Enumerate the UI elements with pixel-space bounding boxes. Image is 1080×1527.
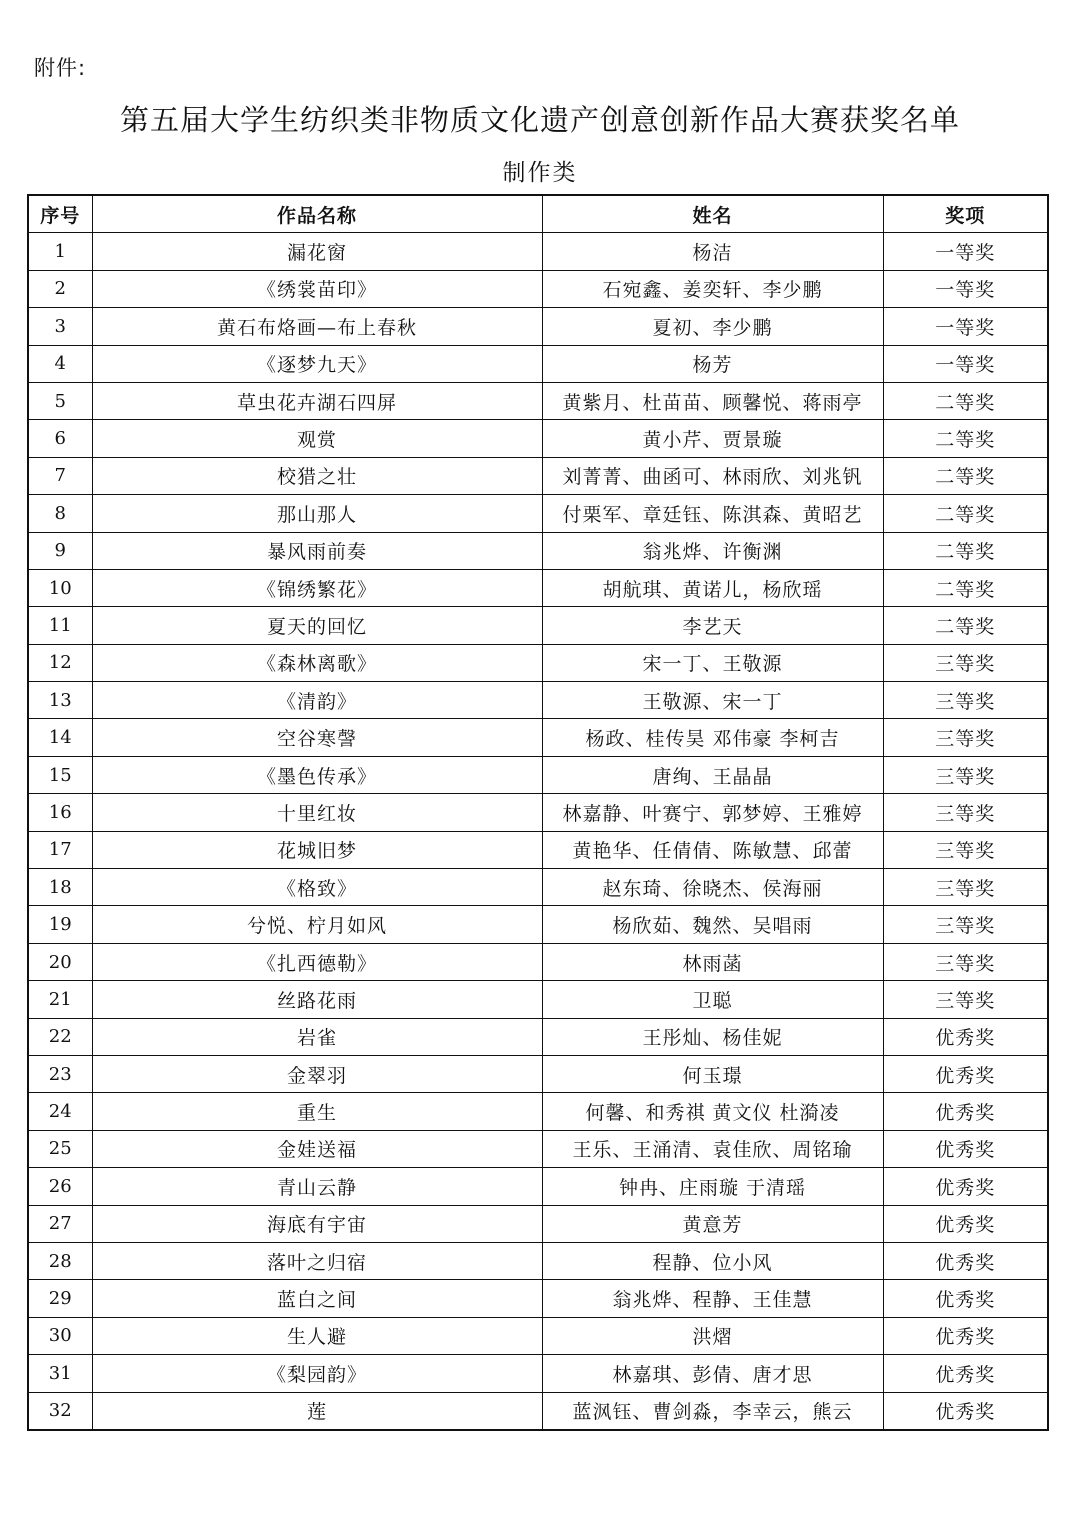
cell-serial-number: 21 bbox=[28, 981, 92, 1018]
table-row bbox=[28, 1018, 1048, 1055]
table-row bbox=[28, 794, 1048, 831]
cell-names: 胡航琪、黄诺儿，杨欣瑶 bbox=[542, 569, 883, 606]
cell-work-title: 草虫花卉湖石四屏 bbox=[92, 382, 542, 419]
cell-names: 黄艳华、任倩倩、陈敏慧、邱蕾 bbox=[542, 831, 883, 868]
cell-serial-number: 20 bbox=[28, 943, 92, 980]
table-row bbox=[28, 233, 1048, 270]
cell-work-title: 漏花窗 bbox=[92, 233, 542, 270]
cell-work-title: 蓝白之间 bbox=[92, 1280, 542, 1317]
cell-names: 杨欣茹、魏然、吴唱雨 bbox=[542, 906, 883, 943]
cell-work-title: 岩雀 bbox=[92, 1018, 542, 1055]
cell-work-title: 丝路花雨 bbox=[92, 981, 542, 1018]
cell-names: 王彤灿、杨佳妮 bbox=[542, 1018, 883, 1055]
cell-award: 三等奖 bbox=[883, 869, 1048, 906]
cell-names: 程静、位小风 bbox=[542, 1242, 883, 1279]
table-body bbox=[28, 233, 1048, 1430]
cell-award: 一等奖 bbox=[883, 345, 1048, 382]
cell-award: 优秀奖 bbox=[883, 1280, 1048, 1317]
cell-serial-number: 6 bbox=[28, 420, 92, 457]
cell-award: 一等奖 bbox=[883, 233, 1048, 270]
table-row bbox=[28, 1392, 1048, 1430]
cell-work-title: 空谷寒謦 bbox=[92, 719, 542, 756]
cell-names: 林嘉静、叶赛宁、郭梦婷、王雅婷 bbox=[542, 794, 883, 831]
cell-names: 夏初、李少鹏 bbox=[542, 308, 883, 345]
cell-names: 刘菁菁、曲函可、林雨欣、刘兆钒 bbox=[542, 457, 883, 494]
cell-award: 优秀奖 bbox=[883, 1168, 1048, 1205]
header-names: 姓名 bbox=[542, 195, 883, 233]
cell-work-title: 校猎之壮 bbox=[92, 457, 542, 494]
table-row bbox=[28, 1168, 1048, 1205]
cell-award: 三等奖 bbox=[883, 644, 1048, 681]
table-row bbox=[28, 1355, 1048, 1392]
table-row bbox=[28, 420, 1048, 457]
table-row bbox=[28, 981, 1048, 1018]
cell-work-title: 金娃送福 bbox=[92, 1130, 542, 1167]
cell-names: 王敬源、宋一丁 bbox=[542, 682, 883, 719]
table-row bbox=[28, 682, 1048, 719]
cell-serial-number: 28 bbox=[28, 1242, 92, 1279]
table-row bbox=[28, 1093, 1048, 1130]
table-row bbox=[28, 1280, 1048, 1317]
cell-work-title: 《森林离歌》 bbox=[92, 644, 542, 681]
table-row bbox=[28, 457, 1048, 494]
cell-names: 何馨、和秀祺 黄文仪 杜漪凌 bbox=[542, 1093, 883, 1130]
cell-work-title: 《格致》 bbox=[92, 869, 542, 906]
cell-award: 二等奖 bbox=[883, 607, 1048, 644]
cell-serial-number: 30 bbox=[28, 1317, 92, 1354]
cell-work-title: 《逐梦九天》 bbox=[92, 345, 542, 382]
cell-work-title: 落叶之归宿 bbox=[92, 1242, 542, 1279]
cell-names: 林嘉琪、彭倩、唐才思 bbox=[542, 1355, 883, 1392]
table-row bbox=[28, 1055, 1048, 1092]
cell-award: 优秀奖 bbox=[883, 1018, 1048, 1055]
table-row bbox=[28, 869, 1048, 906]
cell-award: 一等奖 bbox=[883, 308, 1048, 345]
cell-work-title: 《清韵》 bbox=[92, 682, 542, 719]
cell-names: 洪熠 bbox=[542, 1317, 883, 1354]
table-row bbox=[28, 308, 1048, 345]
table-header bbox=[28, 195, 1048, 233]
cell-serial-number: 11 bbox=[28, 607, 92, 644]
cell-work-title: 生人避 bbox=[92, 1317, 542, 1354]
table-row bbox=[28, 1242, 1048, 1279]
cell-award: 二等奖 bbox=[883, 569, 1048, 606]
cell-award: 优秀奖 bbox=[883, 1355, 1048, 1392]
cell-serial-number: 18 bbox=[28, 869, 92, 906]
cell-serial-number: 29 bbox=[28, 1280, 92, 1317]
cell-award: 二等奖 bbox=[883, 495, 1048, 532]
cell-names: 蓝沨钰、曹剑淼，李幸云，熊云 bbox=[542, 1392, 883, 1430]
cell-work-title: 花城旧梦 bbox=[92, 831, 542, 868]
cell-work-title: 《墨色传承》 bbox=[92, 756, 542, 793]
header-work-title: 作品名称 bbox=[92, 195, 542, 233]
cell-names: 唐绚、王晶晶 bbox=[542, 756, 883, 793]
cell-award: 优秀奖 bbox=[883, 1205, 1048, 1242]
table-row bbox=[28, 644, 1048, 681]
table-row bbox=[28, 345, 1048, 382]
cell-award: 三等奖 bbox=[883, 831, 1048, 868]
header-award: 奖项 bbox=[883, 195, 1048, 233]
cell-serial-number: 1 bbox=[28, 233, 92, 270]
cell-names: 林雨菡 bbox=[542, 943, 883, 980]
cell-work-title: 黄石布烙画—布上春秋 bbox=[92, 308, 542, 345]
cell-serial-number: 3 bbox=[28, 308, 92, 345]
cell-serial-number: 15 bbox=[28, 756, 92, 793]
cell-serial-number: 12 bbox=[28, 644, 92, 681]
table-row bbox=[28, 382, 1048, 419]
cell-work-title: 十里红妆 bbox=[92, 794, 542, 831]
cell-names: 赵东琦、徐晓杰、侯海丽 bbox=[542, 869, 883, 906]
cell-serial-number: 10 bbox=[28, 569, 92, 606]
cell-names: 杨芳 bbox=[542, 345, 883, 382]
cell-names: 黄紫月、杜苗苗、顾馨悦、蒋雨亭 bbox=[542, 382, 883, 419]
cell-serial-number: 4 bbox=[28, 345, 92, 382]
cell-names: 钟冉、庄雨璇 于清瑶 bbox=[542, 1168, 883, 1205]
cell-names: 李艺天 bbox=[542, 607, 883, 644]
cell-award: 三等奖 bbox=[883, 906, 1048, 943]
cell-serial-number: 31 bbox=[28, 1355, 92, 1392]
cell-work-title: 暴风雨前奏 bbox=[92, 532, 542, 569]
table-row bbox=[28, 831, 1048, 868]
cell-names: 何玉璟 bbox=[542, 1055, 883, 1092]
cell-work-title: 重生 bbox=[92, 1093, 542, 1130]
category-subtitle: 制作类 bbox=[502, 160, 578, 186]
table-row bbox=[28, 943, 1048, 980]
cell-award: 优秀奖 bbox=[883, 1317, 1048, 1354]
cell-award: 二等奖 bbox=[883, 532, 1048, 569]
cell-serial-number: 23 bbox=[28, 1055, 92, 1092]
cell-names: 翁兆烨、许衡渊 bbox=[542, 532, 883, 569]
cell-award: 优秀奖 bbox=[883, 1130, 1048, 1167]
cell-names: 杨洁 bbox=[542, 233, 883, 270]
table-row bbox=[28, 569, 1048, 606]
cell-award: 三等奖 bbox=[883, 756, 1048, 793]
cell-work-title: 兮悦、柠月如风 bbox=[92, 906, 542, 943]
cell-work-title: 海底有宇宙 bbox=[92, 1205, 542, 1242]
cell-award: 优秀奖 bbox=[883, 1093, 1048, 1130]
table-row bbox=[28, 719, 1048, 756]
cell-serial-number: 22 bbox=[28, 1018, 92, 1055]
header-serial-number: 序号 bbox=[28, 195, 92, 233]
cell-award: 二等奖 bbox=[883, 420, 1048, 457]
cell-serial-number: 26 bbox=[28, 1168, 92, 1205]
cell-work-title: 夏天的回忆 bbox=[92, 607, 542, 644]
cell-names: 付栗军、章廷钰、陈淇森、黄昭艺 bbox=[542, 495, 883, 532]
cell-serial-number: 2 bbox=[28, 270, 92, 307]
cell-names: 宋一丁、王敬源 bbox=[542, 644, 883, 681]
table-row bbox=[28, 1317, 1048, 1354]
cell-work-title: 那山那人 bbox=[92, 495, 542, 532]
cell-award: 三等奖 bbox=[883, 794, 1048, 831]
cell-names: 黄小芹、贾景璇 bbox=[542, 420, 883, 457]
cell-award: 三等奖 bbox=[883, 682, 1048, 719]
cell-names: 王乐、王涌清、袁佳欣、周铭瑜 bbox=[542, 1130, 883, 1167]
table-row bbox=[28, 532, 1048, 569]
cell-award: 一等奖 bbox=[883, 270, 1048, 307]
cell-serial-number: 5 bbox=[28, 382, 92, 419]
table-row bbox=[28, 607, 1048, 644]
cell-serial-number: 17 bbox=[28, 831, 92, 868]
cell-serial-number: 27 bbox=[28, 1205, 92, 1242]
table-row bbox=[28, 1205, 1048, 1242]
table-row bbox=[28, 756, 1048, 793]
cell-names: 石宛鑫、姜奕轩、李少鹏 bbox=[542, 270, 883, 307]
cell-serial-number: 9 bbox=[28, 532, 92, 569]
cell-serial-number: 7 bbox=[28, 457, 92, 494]
cell-work-title: 《梨园韵》 bbox=[92, 1355, 542, 1392]
cell-work-title: 莲 bbox=[92, 1392, 542, 1430]
cell-serial-number: 14 bbox=[28, 719, 92, 756]
awards-table bbox=[27, 194, 1049, 1431]
cell-award: 二等奖 bbox=[883, 382, 1048, 419]
header-row bbox=[28, 195, 1048, 233]
table-row bbox=[28, 495, 1048, 532]
cell-work-title: 青山云静 bbox=[92, 1168, 542, 1205]
cell-award: 优秀奖 bbox=[883, 1242, 1048, 1279]
attachment-label: 附件: bbox=[34, 56, 87, 80]
cell-award: 优秀奖 bbox=[883, 1392, 1048, 1430]
cell-names: 杨政、桂传昊 邓伟豪 李柯吉 bbox=[542, 719, 883, 756]
cell-names: 黄意芳 bbox=[542, 1205, 883, 1242]
cell-award: 优秀奖 bbox=[883, 1055, 1048, 1092]
table-row bbox=[28, 906, 1048, 943]
cell-work-title: 《绣裳苗印》 bbox=[92, 270, 542, 307]
cell-serial-number: 8 bbox=[28, 495, 92, 532]
cell-award: 三等奖 bbox=[883, 981, 1048, 1018]
cell-award: 三等奖 bbox=[883, 719, 1048, 756]
cell-work-title: 金翠羽 bbox=[92, 1055, 542, 1092]
cell-award: 三等奖 bbox=[883, 943, 1048, 980]
table-row bbox=[28, 270, 1048, 307]
cell-work-title: 《扎西德勒》 bbox=[92, 943, 542, 980]
table-row bbox=[28, 1130, 1048, 1167]
cell-award: 二等奖 bbox=[883, 457, 1048, 494]
cell-serial-number: 16 bbox=[28, 794, 92, 831]
cell-serial-number: 25 bbox=[28, 1130, 92, 1167]
cell-serial-number: 19 bbox=[28, 906, 92, 943]
cell-serial-number: 13 bbox=[28, 682, 92, 719]
cell-names: 翁兆烨、程静、王佳慧 bbox=[542, 1280, 883, 1317]
cell-names: 卫聪 bbox=[542, 981, 883, 1018]
cell-serial-number: 24 bbox=[28, 1093, 92, 1130]
cell-serial-number: 32 bbox=[28, 1392, 92, 1430]
cell-work-title: 《锦绣繁花》 bbox=[92, 569, 542, 606]
cell-work-title: 观赏 bbox=[92, 420, 542, 457]
document-title: 第五届大学生纺织类非物质文化遗产创意创新作品大赛获奖名单 bbox=[119, 103, 960, 137]
